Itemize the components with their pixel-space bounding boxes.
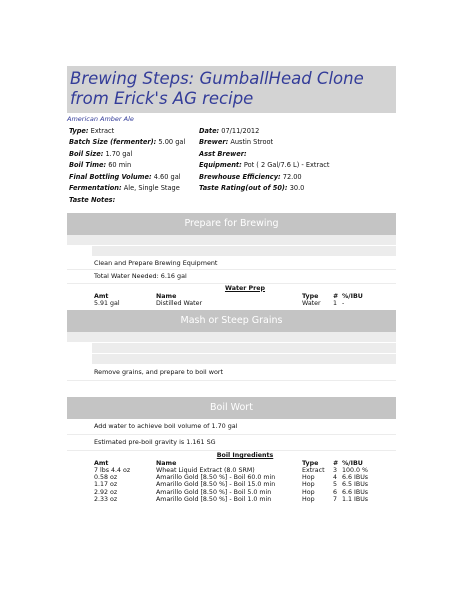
meta-right-cell bbox=[199, 138, 396, 146]
meta-label: Taste Rating(out of 50): bbox=[199, 184, 288, 193]
meta-value: 5.00 gal bbox=[158, 138, 186, 147]
water-prep-table bbox=[67, 284, 396, 310]
cell-name: Amarillo Gold [8.50 %] - Boil 15.0 min bbox=[156, 481, 276, 489]
table-header-row bbox=[94, 293, 396, 300]
cell-num: 5 bbox=[333, 481, 338, 489]
table-header-row bbox=[94, 460, 396, 467]
meta-label: Type: bbox=[69, 126, 89, 135]
section-header-boil: Boil Wort bbox=[67, 397, 396, 419]
meta-label: Brewhouse Efficiency: bbox=[199, 172, 281, 181]
meta-label: Brewer: bbox=[199, 138, 229, 147]
meta-value: 30.0 bbox=[289, 184, 305, 193]
meta-value: 72.00 bbox=[282, 172, 302, 181]
meta-row bbox=[67, 137, 396, 149]
meta-left-cell bbox=[67, 161, 199, 169]
col-type: Type bbox=[302, 292, 319, 300]
cell-ibu: 100.0 % bbox=[342, 467, 369, 475]
meta-label: Date: bbox=[199, 126, 220, 135]
cell-ibu: 6.6 IBUs bbox=[342, 488, 369, 496]
meta-right-cell bbox=[199, 173, 396, 181]
meta-label: Final Bottling Volume: bbox=[69, 172, 152, 181]
meta-row bbox=[67, 194, 396, 206]
col-amt: Amt bbox=[94, 292, 109, 300]
step-clean-equipment: Clean and Prepare Brewing Equipment bbox=[67, 257, 396, 271]
spacer-row bbox=[92, 343, 396, 354]
meta-row bbox=[67, 160, 396, 172]
title-band bbox=[67, 66, 396, 113]
meta-value: Pot ( 2 Gal/7.6 L) - Extract bbox=[243, 161, 330, 170]
col-type: Type bbox=[302, 459, 319, 467]
meta-right-cell bbox=[199, 150, 396, 158]
meta-left-cell bbox=[67, 150, 199, 158]
cell-type: Hop bbox=[302, 481, 315, 489]
cell-num: 4 bbox=[333, 474, 338, 482]
beer-style: American Amber Ale bbox=[67, 115, 134, 123]
meta-label: Batch Size (fermenter): bbox=[69, 138, 157, 147]
meta-label: Asst Brewer: bbox=[199, 149, 247, 158]
cell-amt: 1.17 oz bbox=[94, 481, 118, 489]
step-remove-grains: Remove grains, and prepare to boil wort bbox=[67, 365, 396, 381]
table-row bbox=[94, 300, 396, 307]
cell-name: Wheat Liquid Extract (8.0 SRM) bbox=[156, 467, 255, 475]
cell-num: 1 bbox=[333, 299, 338, 307]
spacer-row bbox=[67, 332, 396, 343]
cell-ibu: 6.5 IBUs bbox=[342, 481, 369, 489]
cell-type: Water bbox=[302, 299, 321, 307]
cell-num: 6 bbox=[333, 488, 338, 496]
col-name: Name bbox=[156, 292, 177, 300]
boil-ingredients-caption: Boil Ingredients bbox=[216, 451, 274, 459]
meta-label: Boil Size: bbox=[69, 149, 104, 158]
cell-name: Amarillo Gold [8.50 %] - Boil 5.0 min bbox=[156, 488, 272, 496]
cell-name: Distilled Water bbox=[156, 299, 203, 307]
cell-name: Amarillo Gold [8.50 %] - Boil 1.0 min bbox=[156, 495, 272, 503]
page-title: Brewing Steps: GumballHead Clone from Erick's AG recipe bbox=[70, 69, 364, 108]
recipe-page bbox=[67, 66, 396, 506]
meta-left-cell bbox=[67, 127, 199, 135]
meta-right-cell bbox=[199, 161, 396, 169]
meta-row bbox=[67, 183, 396, 195]
cell-name: Amarillo Gold [8.50 %] - Boil 60.0 min bbox=[156, 474, 276, 482]
meta-value: Extract bbox=[90, 126, 115, 135]
table-row bbox=[94, 474, 396, 481]
meta-value: 07/11/2012 bbox=[221, 126, 260, 135]
cell-type: Hop bbox=[302, 495, 315, 503]
col-num: # bbox=[333, 459, 339, 467]
meta-value: 60 min bbox=[108, 161, 132, 170]
meta-left-cell bbox=[67, 138, 199, 146]
cell-ibu: - bbox=[342, 299, 345, 307]
cell-num: 7 bbox=[333, 495, 338, 503]
cell-amt: 0.58 oz bbox=[94, 474, 118, 482]
meta-left-cell bbox=[67, 173, 199, 181]
col-name: Name bbox=[156, 459, 177, 467]
meta-row bbox=[67, 171, 396, 183]
meta-label: Equipment: bbox=[199, 161, 242, 170]
spacer-row bbox=[92, 354, 396, 365]
meta-label: Boil Time: bbox=[69, 161, 107, 170]
step-preboil-gravity: Estimated pre-boil gravity is 1.161 SG bbox=[67, 435, 396, 451]
table-row bbox=[94, 489, 396, 496]
cell-amt: 5.91 gal bbox=[94, 299, 120, 307]
meta-row bbox=[67, 148, 396, 160]
section-header-mash: Mash or Steep Grains bbox=[67, 310, 396, 332]
col-ibu: %/IBU bbox=[342, 459, 363, 467]
meta-right-cell bbox=[199, 184, 396, 192]
step-add-water: Add water to achieve boil volume of 1.70 gal bbox=[67, 419, 396, 435]
meta-value: Austin Stroot bbox=[230, 138, 274, 147]
spacer-row bbox=[67, 235, 396, 246]
meta-right-cell bbox=[199, 127, 396, 135]
step-total-water: Total Water Needed: 6.16 gal bbox=[67, 270, 396, 284]
cell-amt: 2.92 oz bbox=[94, 488, 118, 496]
boil-ingredients-table bbox=[67, 451, 396, 506]
meta-value: Ale, Single Stage bbox=[123, 184, 180, 193]
col-ibu: %/IBU bbox=[342, 292, 363, 300]
cell-ibu: 1.1 IBUs bbox=[342, 495, 369, 503]
col-num: # bbox=[333, 292, 339, 300]
cell-amt: 7 lbs 4.4 oz bbox=[94, 467, 131, 475]
meta-value: 1.70 gal bbox=[105, 149, 133, 158]
table-row bbox=[94, 467, 396, 474]
meta-value: 4.60 gal bbox=[153, 172, 181, 181]
meta-left-cell bbox=[67, 184, 199, 192]
cell-type: Hop bbox=[302, 488, 315, 496]
meta-label: Fermentation: bbox=[69, 184, 122, 193]
col-amt: Amt bbox=[94, 459, 109, 467]
cell-amt: 2.33 oz bbox=[94, 495, 118, 503]
table-row bbox=[94, 481, 396, 488]
spacer-row bbox=[92, 246, 396, 257]
cell-ibu: 6.6 IBUs bbox=[342, 474, 369, 482]
section-gap bbox=[67, 381, 396, 397]
recipe-meta bbox=[67, 125, 396, 206]
meta-label: Taste Notes: bbox=[69, 195, 116, 204]
meta-left-cell bbox=[67, 196, 199, 204]
meta-row bbox=[67, 125, 396, 137]
cell-type: Extract bbox=[302, 467, 325, 475]
section-header-prepare: Prepare for Brewing bbox=[67, 213, 396, 235]
cell-type: Hop bbox=[302, 474, 315, 482]
water-prep-caption: Water Prep bbox=[224, 284, 266, 292]
table-row bbox=[94, 496, 396, 503]
cell-num: 3 bbox=[333, 467, 338, 475]
